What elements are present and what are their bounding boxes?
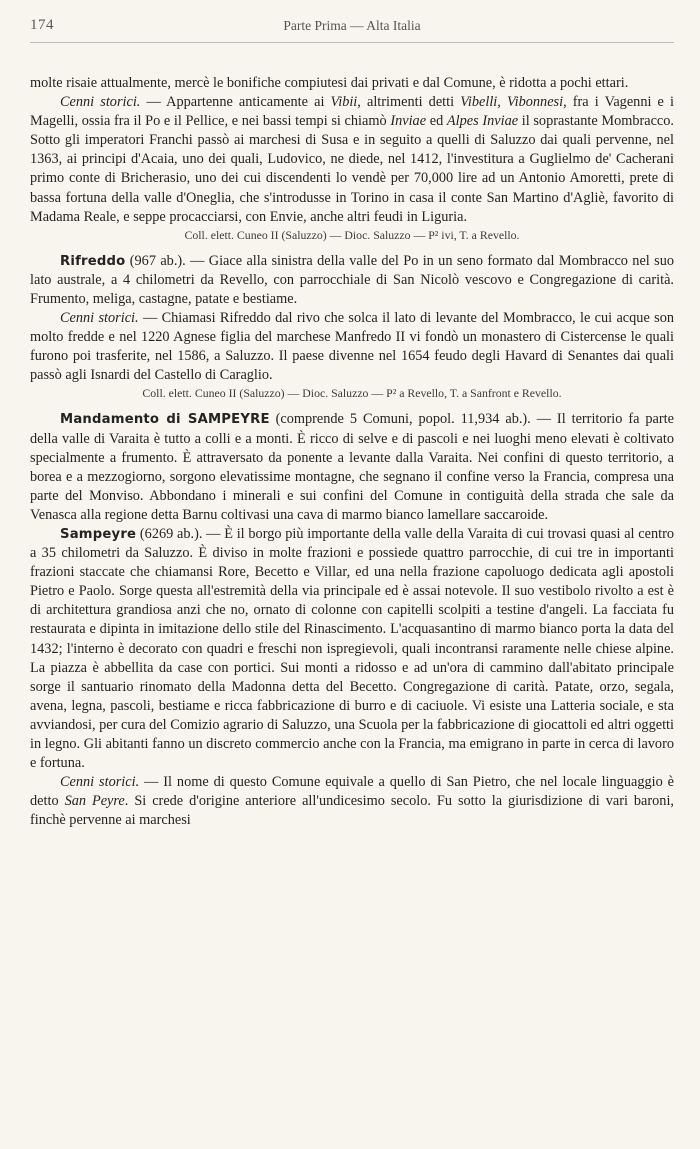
paragraph-sampeyre: Sampeyre (6269 ab.). — È il borgo più importante della valle della Varaita di cui trovasi quasi al centro a 35 chilometri da Saluzzo. È diviso in molte frazioni e possiede quattro parrocchie, di cui tre in importanti frazioni staccate che chiamansi Rore, Becetto e Villar, ed una nella frazione capoluogo dedicata agli apostoli Pietro e Paolo. Sorge questa all'estremità della via principale ed è assai notevole. Il suo vestibolo rivolto a est è di architettura grandiosa anzi che no, ornato di colonne con capitelli scolpiti a testine d'angeli. La facciata fu restaurata e dipinta in imitazione dello stile del Rinascimento. L'acquasantino di marmo bianco porta la data del 1432; l'interno è decorato con quadri e freschi non ispregievoli, quali incontransi raramente nelle chiese alpine. La piazza è abbellita da case con portici. Sui monti a ridosso e ad un'ora di cammino dall'abitato principale sorge il santuario rinomato della Madonna detta del Becetto. Congregazione di carità. Patate, orzo, segala, avena, legna, pascoli, bestiame e ricca fabbricazione di burro e di caciuole. Vi esiste una Latteria sociale, e sta avviandosi, per cura del Comizio agrario di Saluzzo, una Scuola per la fabbricazione di giocattoli ed altri oggetti in legno. Gli abitanti fanno un discreto commercio anche con la Francia, ma emigrano in parte in cerca di lavoro e fortuna. — [30, 525, 674, 772]
paragraph-rifreddo: Rifreddo (967 ab.). — Giace alla sinistra della valle del Po in un seno formato dal Mombracco nel suo lato australe, a 4 chilometri da Revello, con parrocchiale di San Nicolò vescovo e Congregazione di carità. Frumento, meliga, castagne, patate e bestiame. — [30, 252, 674, 307]
page-number: 174 — [30, 17, 54, 33]
paragraph-mandamento-sampeyre: Mandamento di SAMPEYRE (comprende 5 Comuni, popol. 11,934 ab.). — Il territorio fa parte della valle di Varaita è tutto a colli e a monti. È ricco di selve e di pascoli e nei luoghi meno elevati è coltivato specialmente a frumento. È attraversato da ponente a levante dalla Varaita. Nei confini di questo territorio, a borea e a mezzogiorno, sorgono elevatissime montagne, che segnano il confine verso la Francia, compresa una parte del Monviso. Abbondano i minerali e sui confini del Comune in contiguità della strada che sale da Venasca alla regione detta Barnu coltivasi una cava di marmo bianco lamellare saccaroide. — [30, 411, 674, 523]
running-head: Parte Prima — Alta Italia — [283, 18, 421, 33]
body-text — [30, 74, 674, 830]
paragraph-historical-notes-rifreddo-prev: Cenni storici. — Appartenne anticamente ai Vibii, altrimenti detti Vibelli, Vibonnesi, fra i Vagenni e i Magelli, ossia fra il Po e il Pellice, e nei bassi tempi si chiamò Inviae ed Alpes Inviae il soprastante Mombracco. Sotto gli imperatori Franchi passò ai marchesi di Susa e in seguito a quelli di Saluzzo dai quali pervenne, nel 1363, ai principi d'Acaia, uno dei quali, Ludovico, ne diede, nel 1412, l'investitura a Guglielmo de' Cacherani primo conte di Bricherasio, uno dei cui discendenti lo vendè per 70,000 lire ad un Antonio Amoretti, prete di bassa fortuna della valle d'Oneglia, che s'introdusse in Torino in casa il conte San Martino d'Agliè, favorito di Madama Reale, e seppe procacciarsi, con Envie, anche altri feudi in Liguria. — [30, 94, 675, 225]
header-divider — [30, 42, 674, 43]
paragraph-historical-notes-rifreddo: Cenni storici. — Chiamasi Rifreddo dal rivo che solca il lato di levante del Mombracco, le cui acque son molto fredde e nel 1220 Agnese figlia del marchese Manfredo II vi fondò un monastero di Cistercense le quali furono poi trasferite, nel 1586, a Saluzzo. Il paese divenne nel 1654 feudo degli Havard di Senantes dai quali passò agli Isnardi del Castello di Caraglio. — [30, 310, 674, 384]
section-label: Cenni storici. — [60, 774, 140, 791]
entry-title: Sampeyre — [60, 526, 137, 542]
paragraph-continuation: molte risaie attualmente, mercè le bonifiche compiutesi dai privati e dal Comune, è ridotta a pochi ettari. — [30, 75, 629, 91]
entry-title: Mandamento di SAMPEYRE — [60, 412, 270, 428]
citation-line: Coll. elett. Cuneo II (Saluzzo) — Dioc. Saluzzo — P² ivi, T. a Revello. — [184, 227, 520, 242]
section-label: Cenni storici. — [60, 310, 139, 327]
paragraph-historical-notes-sampeyre: Cenni storici. — Il nome di questo Comune equivale a quello di San Pietro, che nel locale linguaggio è detto San Peyre. Si crede d'origine anteriore all'undicesimo secolo. Fu sotto la giurisdizione di vari baroni, finchè pervenne ai marchesi — [30, 774, 674, 829]
entry-title: Rifreddo — [60, 253, 126, 269]
section-label: Cenni storici. — [60, 94, 141, 111]
citation-line: Coll. elett. Cuneo II (Saluzzo) — Dioc. Saluzzo — P² a Revello, T. a Sanfront e Revello. — [142, 386, 562, 401]
page-header — [30, 17, 674, 39]
